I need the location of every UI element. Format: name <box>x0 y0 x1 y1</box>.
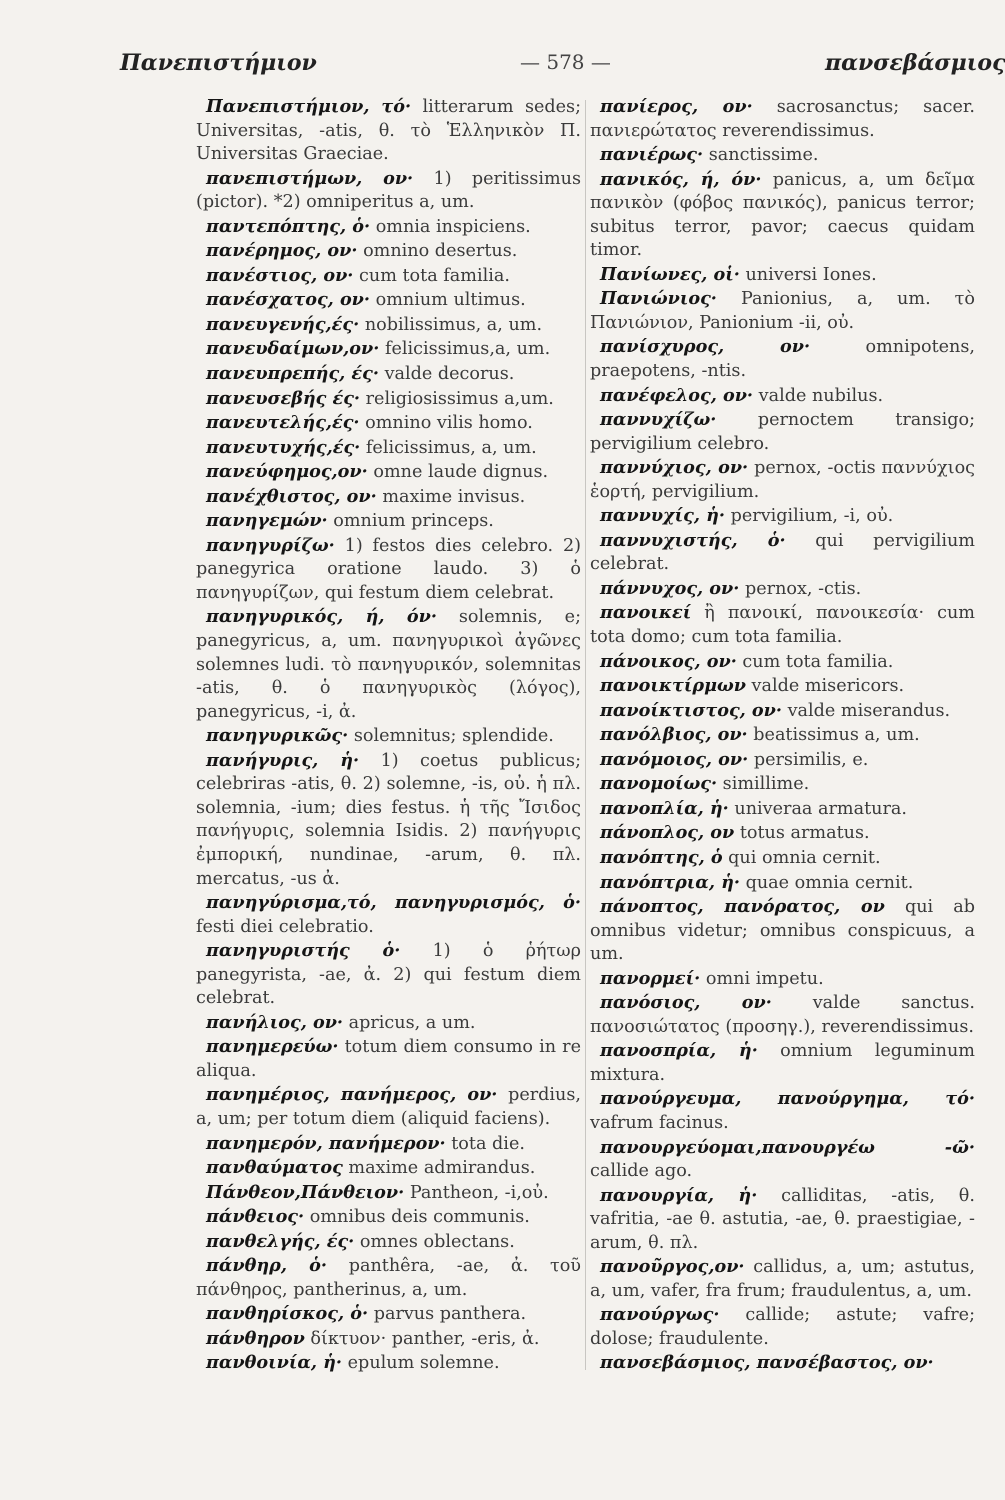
dictionary-entry <box>590 384 975 409</box>
headword: πανηγεμών· <box>206 510 328 532</box>
headword: πάνθειος· <box>206 1206 305 1228</box>
dictionary-entry <box>590 748 975 773</box>
definition: maxime invisus. <box>382 486 526 507</box>
headword: πάννυχος, ον· <box>600 577 740 599</box>
headword: πανθηρίσκος, ὁ· <box>206 1303 369 1325</box>
dictionary-entry <box>196 749 581 891</box>
dictionary-entry <box>196 939 581 1011</box>
headword: πανθαύματος <box>206 1157 343 1179</box>
definition: nobilissimus, a, um. <box>364 314 543 335</box>
definition: apricus, a um. <box>348 1012 476 1033</box>
headword: παννύχιος, ον· <box>600 457 749 479</box>
definition: parvus panthera. <box>373 1304 527 1325</box>
definition: univeraa armatura. <box>734 798 907 819</box>
headword: πανίσχυρος, ον· <box>600 336 811 358</box>
headword: πανομοίως· <box>600 773 718 795</box>
headword: πανοπλία, ἡ· <box>600 797 729 819</box>
definition: simillime. <box>722 774 810 795</box>
dictionary-entry <box>196 239 581 264</box>
dictionary-entry <box>590 408 975 456</box>
dictionary-entry <box>196 1181 581 1206</box>
dictionary-entry <box>590 967 975 992</box>
definition: Panionius, a, um. τὸ Πανιώνιον, Panionium -ii, οὐ. <box>590 289 975 333</box>
headword: πανσεβάσμιος, πανσέβαστος, ον· <box>600 1352 934 1374</box>
headword: πανίερος, ον· <box>600 96 753 117</box>
dictionary-entry <box>590 1351 975 1376</box>
definition: religiosissimus a,um. <box>365 388 554 409</box>
dictionary-entry <box>196 264 581 289</box>
dictionary-entry <box>196 1254 581 1302</box>
dictionary-entry <box>196 387 581 412</box>
dictionary-entry <box>196 460 581 485</box>
definition: Pantheon, -i,οὐ. <box>409 1182 549 1203</box>
dictionary-entry <box>590 504 975 529</box>
right-column <box>590 95 975 1376</box>
dictionary-entry <box>590 1039 975 1087</box>
headword: πανόπτρια, ἡ· <box>600 871 740 893</box>
definition: qui omnia cernit. <box>728 847 881 868</box>
headword: πανέρημος, ον· <box>206 240 358 262</box>
header-right-word: πανσεβάσμιος <box>825 50 1005 76</box>
headword: πανούργως· <box>600 1304 720 1326</box>
dictionary-entry <box>196 534 581 606</box>
dictionary-entry <box>196 436 581 461</box>
dictionary-entry <box>590 871 975 896</box>
definition: totum diem consumo in re aliqua. <box>196 1037 582 1081</box>
definition: callide; astute; vafre; dolose; fraudulente. <box>590 1305 975 1349</box>
dictionary-entry <box>590 846 975 871</box>
definition: ἢ πανοικί, πανοικεσία· cum tota domo; cum tota familia. <box>590 603 975 648</box>
definition: pernox, -octis παννύχιος ἑορτή, pervigilium. <box>590 458 976 502</box>
dictionary-entry <box>196 215 581 240</box>
page-number: — 578 — <box>520 50 611 74</box>
definition: valde decorus. <box>384 364 515 385</box>
definition: panicus, a, um δεῖμα πανικὸν (φόβος πανικός), panicus terror; subitus terror, pavor; caecus quidam timor. <box>590 169 976 261</box>
definition: omnium leguminum mixtura. <box>590 1041 975 1085</box>
definition: valde miserandus. <box>787 700 951 721</box>
headword: Πανιώνιος· <box>600 288 717 310</box>
definition: festi diei celebratio. <box>196 916 374 937</box>
headword: παννυχίς, ἡ· <box>600 505 726 527</box>
definition: totus armatus. <box>739 823 870 844</box>
headword: πανθελγής, ές· <box>206 1230 355 1252</box>
dictionary-entry <box>590 601 975 649</box>
headword: παννυχίζω· <box>600 409 717 431</box>
definition: cum tota familia. <box>359 265 510 286</box>
definition: qui pervigilium celebrat. <box>590 530 975 575</box>
dictionary-entry <box>196 288 581 313</box>
dictionary-entry <box>196 1083 581 1131</box>
headword: πανουργεύομαι,πανουργέω -ῶ· <box>600 1136 975 1158</box>
definition: calliditas, -atis, θ. vafritia, -ae θ. astutia, -ae, θ. praestigiae, -arum, θ. πλ. <box>590 1185 975 1253</box>
dictionary-entry <box>196 1327 581 1352</box>
headword: πανιέρως· <box>600 144 704 166</box>
headword: πανημέριος, πανήμερος, ον· <box>206 1084 498 1106</box>
dictionary-entry <box>590 772 975 797</box>
dictionary-entry <box>196 605 581 724</box>
definition: omnino desertus. <box>363 241 518 262</box>
definition: pernoctem transigo; pervigilium celebro. <box>590 410 975 454</box>
header-left-word: Πανεπιστήμιον <box>120 50 317 76</box>
headword: πανοῦργος,ον· <box>600 1256 745 1278</box>
dictionary-entry <box>196 1230 581 1255</box>
headword: πανηγυρικός, ή, όν· <box>206 606 437 628</box>
dictionary-entry <box>196 411 581 436</box>
definition: perdius, a, um; per totum diem (aliquid faciens). <box>196 1085 582 1129</box>
dictionary-entry <box>590 287 975 335</box>
headword: πανέχθιστος, ον· <box>206 485 377 507</box>
definition: δίκτυον· panther, -eris, ἀ. <box>310 1328 540 1349</box>
headword: πανόλβιος, ον· <box>600 724 748 746</box>
headword: πανεπιστήμων, ον· <box>206 167 414 189</box>
definition: omnium ultimus. <box>375 290 526 311</box>
definition: omnium princeps. <box>333 511 494 532</box>
headword: πανόμοιος, ον· <box>600 748 749 770</box>
dictionary-entry <box>590 674 975 699</box>
headword: πανηγυριστής ὁ· <box>206 940 401 962</box>
headword: πανόπτης, ὁ <box>600 846 723 868</box>
dictionary-entry <box>196 1035 581 1083</box>
headword: πανοικτίρμων <box>600 675 746 697</box>
headword: πανημερεύω· <box>206 1036 339 1058</box>
headword: πανοσπρία, ἡ· <box>600 1040 758 1062</box>
dictionary-entry <box>590 168 975 263</box>
definition: sanctissime. <box>708 145 819 166</box>
definition: 1) festos dies celebro. 2) panegyrica oratione laudo. 3) ὁ πανηγυρίζων, qui festum diem celebrat. <box>196 535 582 603</box>
dictionary-entry <box>196 1156 581 1181</box>
column-divider <box>585 100 586 1370</box>
dictionary-entry <box>196 891 581 939</box>
dictionary-entry <box>590 723 975 748</box>
headword: Πανίωνες, οἱ· <box>600 263 740 285</box>
definition: pernox, -ctis. <box>744 578 862 599</box>
definition: universi Iones. <box>745 264 877 285</box>
headword: πανορμεί· <box>600 967 701 989</box>
headword: πανέφελος, ον· <box>600 384 754 406</box>
dictionary-entry <box>196 1011 581 1036</box>
dictionary-entry <box>196 1205 581 1230</box>
left-column <box>196 95 581 1376</box>
dictionary-entry <box>196 337 581 362</box>
definition: omnipotens, praepotens, -ntis. <box>590 337 976 382</box>
definition: omne laude dignus. <box>373 462 549 483</box>
dictionary-entry <box>590 263 975 288</box>
dictionary-entry <box>196 362 581 387</box>
dictionary-entry <box>196 485 581 510</box>
dictionary-entry <box>590 797 975 822</box>
headword: πανεύφημος,ον· <box>206 461 368 483</box>
dictionary-entry <box>590 650 975 675</box>
definition: omnino vilis homo. <box>365 413 533 434</box>
headword: πανευπρεπής, ές· <box>206 363 379 385</box>
headword: πανοίκτιστος, ον· <box>600 699 782 721</box>
headword: πανόσιος, ον· <box>600 992 772 1014</box>
headword: πανευδαίμων,ον· <box>206 338 380 360</box>
dictionary-entry <box>590 529 975 577</box>
definition: omnia inspiciens. <box>375 216 531 237</box>
headword: πανικός, ή, όν· <box>600 168 762 190</box>
definition: omnibus deis communis. <box>309 1207 530 1228</box>
dictionary-entry <box>196 1302 581 1327</box>
dictionary-entry <box>590 95 975 143</box>
dictionary-entry <box>590 895 975 967</box>
headword: πανευτελής,ές· <box>206 412 360 434</box>
headword: πανήλιος, ον· <box>206 1011 344 1033</box>
definition: 1) ὁ ῥήτωρ panegyrista, -ae, ἀ. 2) qui festum diem celebrat. <box>196 941 581 1009</box>
definition: panthêra, -ae, ἀ. τοῦ πάνθηρος, pantherinus, a, um. <box>196 1256 581 1300</box>
dictionary-entry <box>196 167 581 215</box>
definition: maxime admirandus. <box>348 1158 536 1179</box>
headword: πανευγενής,ές· <box>206 313 360 335</box>
definition: valde sanctus. πανοσιώτατος (προσηγ.), reverendissimus. <box>590 993 975 1037</box>
definition: beatissimus a, um. <box>753 725 920 746</box>
dictionary-entry <box>590 577 975 602</box>
running-header <box>90 50 1005 90</box>
definition: omnes oblectans. <box>359 1231 515 1252</box>
definition: valde misericors. <box>751 676 905 697</box>
dictionary-entry <box>590 821 975 846</box>
dictionary-entry <box>196 313 581 338</box>
headword: πανθοινία, ἡ· <box>206 1352 343 1374</box>
headword: πανηγύρισμα,τό, πανηγυρισμός, ὁ· <box>206 892 581 914</box>
definition: 1) coetus publicus; celebriras -atis, θ. 2) solemne, -is, οὐ. ἡ πλ. solemnia, -ium; dies festus. ἡ τῆς Ἴσιδος πανήγυρις, solemnia Isidis. 2) πανήγυρις ἐμπορική, nundinae, -arum, θ. πλ. mercatus, -us ἀ. <box>196 750 581 889</box>
headword: πανούργευμα, πανούργημα, τό· <box>600 1088 975 1110</box>
dictionary-entry <box>590 1087 975 1135</box>
dictionary-entry <box>590 991 975 1039</box>
dictionary-entry <box>590 699 975 724</box>
definition: persimilis, e. <box>753 749 869 770</box>
headword: πάνθηρον <box>206 1327 305 1349</box>
dictionary-entry <box>590 335 975 383</box>
dictionary-entry <box>590 143 975 168</box>
headword: Πανεπιστήμιον, τό· <box>206 96 412 117</box>
dictionary-entry <box>590 1303 975 1351</box>
headword: πάνοικος, ον· <box>600 650 737 672</box>
definition: 1) peritissimus (pictor). *2) omniperitus a, um. <box>196 168 581 213</box>
definition: solemnitus; splendide. <box>353 726 554 747</box>
headword: Πάνθεον,Πάνθειον· <box>206 1181 405 1203</box>
headword: πανευσεβής ές· <box>206 387 361 409</box>
definition: sacrosanctus; sacer. πανιερώτατος reverendissimus. <box>590 97 975 141</box>
definition: cum tota familia. <box>742 651 894 672</box>
definition: tota die. <box>451 1133 525 1154</box>
definition: callidus, a, um; astutus, a, um, vafer, fra frum; fraudulentus, a, um. <box>590 1257 975 1301</box>
definition: felicissimus,a, um. <box>384 339 551 360</box>
definition: pervigilium, -i, οὐ. <box>730 506 894 527</box>
definition: valde nubilus. <box>758 385 884 406</box>
definition: vafrum facinus. <box>590 1112 729 1133</box>
definition: qui ab omnibus videtur; omnibus conspicuus, a um. <box>590 897 975 965</box>
dictionary-entry <box>590 1184 975 1256</box>
dictionary-entry <box>590 1255 975 1303</box>
definition: felicissimus, a, um. <box>365 437 537 458</box>
headword: πανοικεί <box>600 602 692 624</box>
definition: solemnis, e; panegyricus, a, um. πανηγυρικοὶ ἀγῶνες solemnes ludi. τὸ πανηγυρικόν, solemnitas -atis, θ. ὁ πανηγυρικὸς (λόγος), panegyricus, -i, ἀ. <box>196 607 582 722</box>
dictionary-entry <box>196 95 581 167</box>
dictionary-entry <box>196 1132 581 1157</box>
dictionary-entry <box>196 724 581 749</box>
dictionary-entry <box>590 1136 975 1184</box>
headword: πανουργία, ἡ· <box>600 1184 758 1206</box>
definition: quae omnia cernit. <box>745 872 914 893</box>
headword: πάνοπλος, ον <box>600 822 735 844</box>
headword: πάνθηρ, ὁ· <box>206 1255 328 1277</box>
headword: πανέστιος, ον· <box>206 264 354 286</box>
dictionary-entry <box>196 509 581 534</box>
dictionary-entry <box>196 1351 581 1376</box>
definition: omni impetu. <box>705 968 824 989</box>
headword: παντεπόπτης, ὁ· <box>206 215 371 237</box>
definition: litterarum sedes; Universitas, -atis, θ. τὸ Ἑλληνικὸν Π. Universitas Graeciae. <box>196 97 582 165</box>
headword: πανευτυχής,ές· <box>206 436 361 458</box>
dictionary-entry <box>590 456 975 504</box>
definition: callide ago. <box>590 1161 693 1182</box>
headword: πάνοπτος, πανόρατος, ον <box>600 896 885 918</box>
headword: πανήγυρις, ἡ· <box>206 749 360 771</box>
headword: πανηγυρίζω· <box>206 534 335 556</box>
headword: παννυχιστής, ὁ· <box>600 529 786 551</box>
definition: epulum solemne. <box>347 1353 500 1374</box>
headword: πανηγυρικῶς· <box>206 725 349 747</box>
headword: πανημερόν, πανήμερον· <box>206 1132 446 1154</box>
headword: πανέσχατος, ον· <box>206 289 371 311</box>
